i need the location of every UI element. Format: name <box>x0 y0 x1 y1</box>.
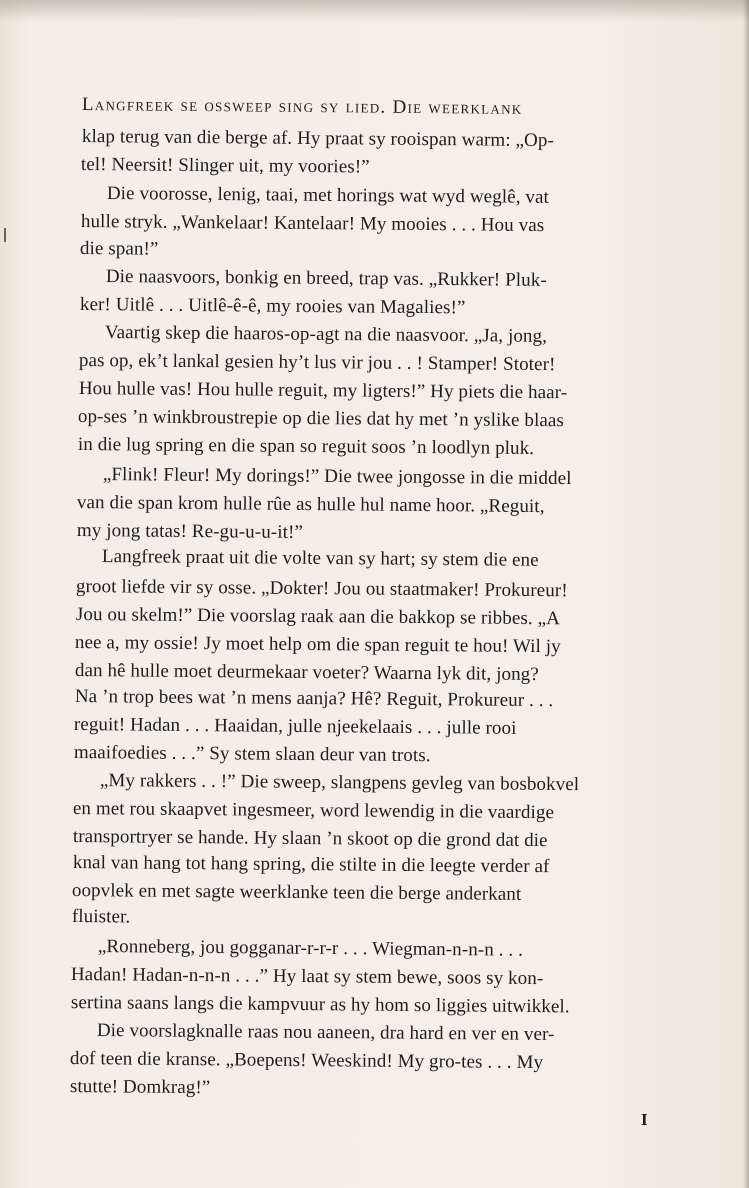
text-line: Langfreek praat uit die volte van sy hart; sy stem die ene <box>101 546 539 571</box>
text-line: my jong tatas! Re-gu-u-u-it!” <box>76 520 304 543</box>
page-left-mark <box>4 228 6 242</box>
text-line: dan hê hulle moet deurmekaar voeter? Waarna lyk dit, jong? <box>74 660 539 686</box>
text-line: Hadan! Hadan-n-n-n . . .” Hy laat sy stem bewe, soos sy kon- <box>70 964 544 990</box>
text-line: hulle stryk. „Wankelaar! Kantelaar! My mooies . . . Hou vas <box>80 211 545 237</box>
text-line: „Ronneberg, jou gogganar-r-r-r . . . Wiegman-n-n-n . . . <box>97 936 524 961</box>
text-line: dof teen die kranse. „Boepens! Weeskind! My gro-tes . . . My <box>69 1048 544 1074</box>
text-line: op-ses ’n winkbroustrepie op die lies dat hy met ’n yslike blaas <box>77 406 565 432</box>
text-line: ker! Uitlê . . . Uitlê-ê-ê, my rooies van Magalies!” <box>79 294 466 319</box>
text-line: groot liefde vir sy osse. „Dokter! Jou ou staatmaker! Prokureur! <box>75 576 568 602</box>
page-top-shadow <box>0 0 749 22</box>
text-line: en met rou skaapvet ingesmeer, word lewendig in die vaardige <box>72 798 555 824</box>
text-line: reguit! Hadan . . . Haaidan, julle njeekelaais . . . julle rooi <box>73 714 517 739</box>
text-line: Hou hulle vas! Hou hulle reguit, my ligters!” Hy piets die haar- <box>78 378 568 404</box>
text-line: fluister. <box>71 906 131 928</box>
text-line: stutte! Domkrag!” <box>69 1076 211 1099</box>
text-line: pas op, ek’t lankal gesien hy’t lus vir jou . . ! Stamper! Stoter! <box>78 350 556 376</box>
text-line: Die naasvoors, bonkig en breed, trap vas. „Rukker! Pluk- <box>105 266 547 291</box>
text-line: in die lug spring en die span so reguit soos ’n loodlyn pluk. <box>77 434 535 459</box>
text-line: transportryer se hande. Hy slaan ’n skoot op die grond dat die <box>72 826 548 852</box>
text-line: maaifoedies . . .” Sy stem slaan deur van trots. <box>73 742 431 767</box>
page-number: I <box>641 1110 648 1129</box>
text-line: Jou ou skelm!” Die voorslag raak aan die bakkop se ribbes. „A <box>75 604 561 630</box>
text-line: nee a, my ossie! Jy moet help om die span reguit te hou! Wil jy <box>74 632 561 658</box>
page-right-edge <box>743 0 749 1188</box>
text-line: tel! Neersit! Slinger uit, my voories!” <box>80 154 370 178</box>
text-line: Die voorslagknalle raas nou aaneen, dra hard en ver en ver- <box>96 1020 555 1045</box>
text-line: „My rakkers . . !” Die sweep, slangpens gevleg van bosbokvel <box>99 770 580 796</box>
text-line: oopvlek en met sagte weerklanke teen die berge anderkant <box>71 880 522 905</box>
text-line: knal van hang tot hang spring, die stilte in die leegte verder af <box>72 852 550 878</box>
text-line: Vaartig skep die haaros-op-agt na die naasvoor. „Ja, jong, <box>104 322 548 347</box>
text-line: klap terug van die berge af. Hy praat sy rooispan warm: „Op- <box>81 126 555 152</box>
text-line: Na ’n trop bees wat ’n mens aanja? Hê? Reguit, Prokureur . . . <box>74 686 554 712</box>
text-line: Die voorosse, lenig, taai, met horings wat wyd weglê, vat <box>106 183 550 208</box>
text-line: sertina saans langs die kampvuur as hy hom so liggies uitwikkel. <box>70 992 570 1018</box>
text-line: van die span krom hulle rûe as hulle hul name hoor. „Reguit, <box>76 492 545 518</box>
text-line: Langfreek se ossweep sing sy lied. Die weerklank <box>81 94 523 119</box>
text-line: die span!” <box>79 238 159 260</box>
text-line: „Flink! Fleur! My dorings!” Die twee jongosse in die middel <box>102 464 572 490</box>
